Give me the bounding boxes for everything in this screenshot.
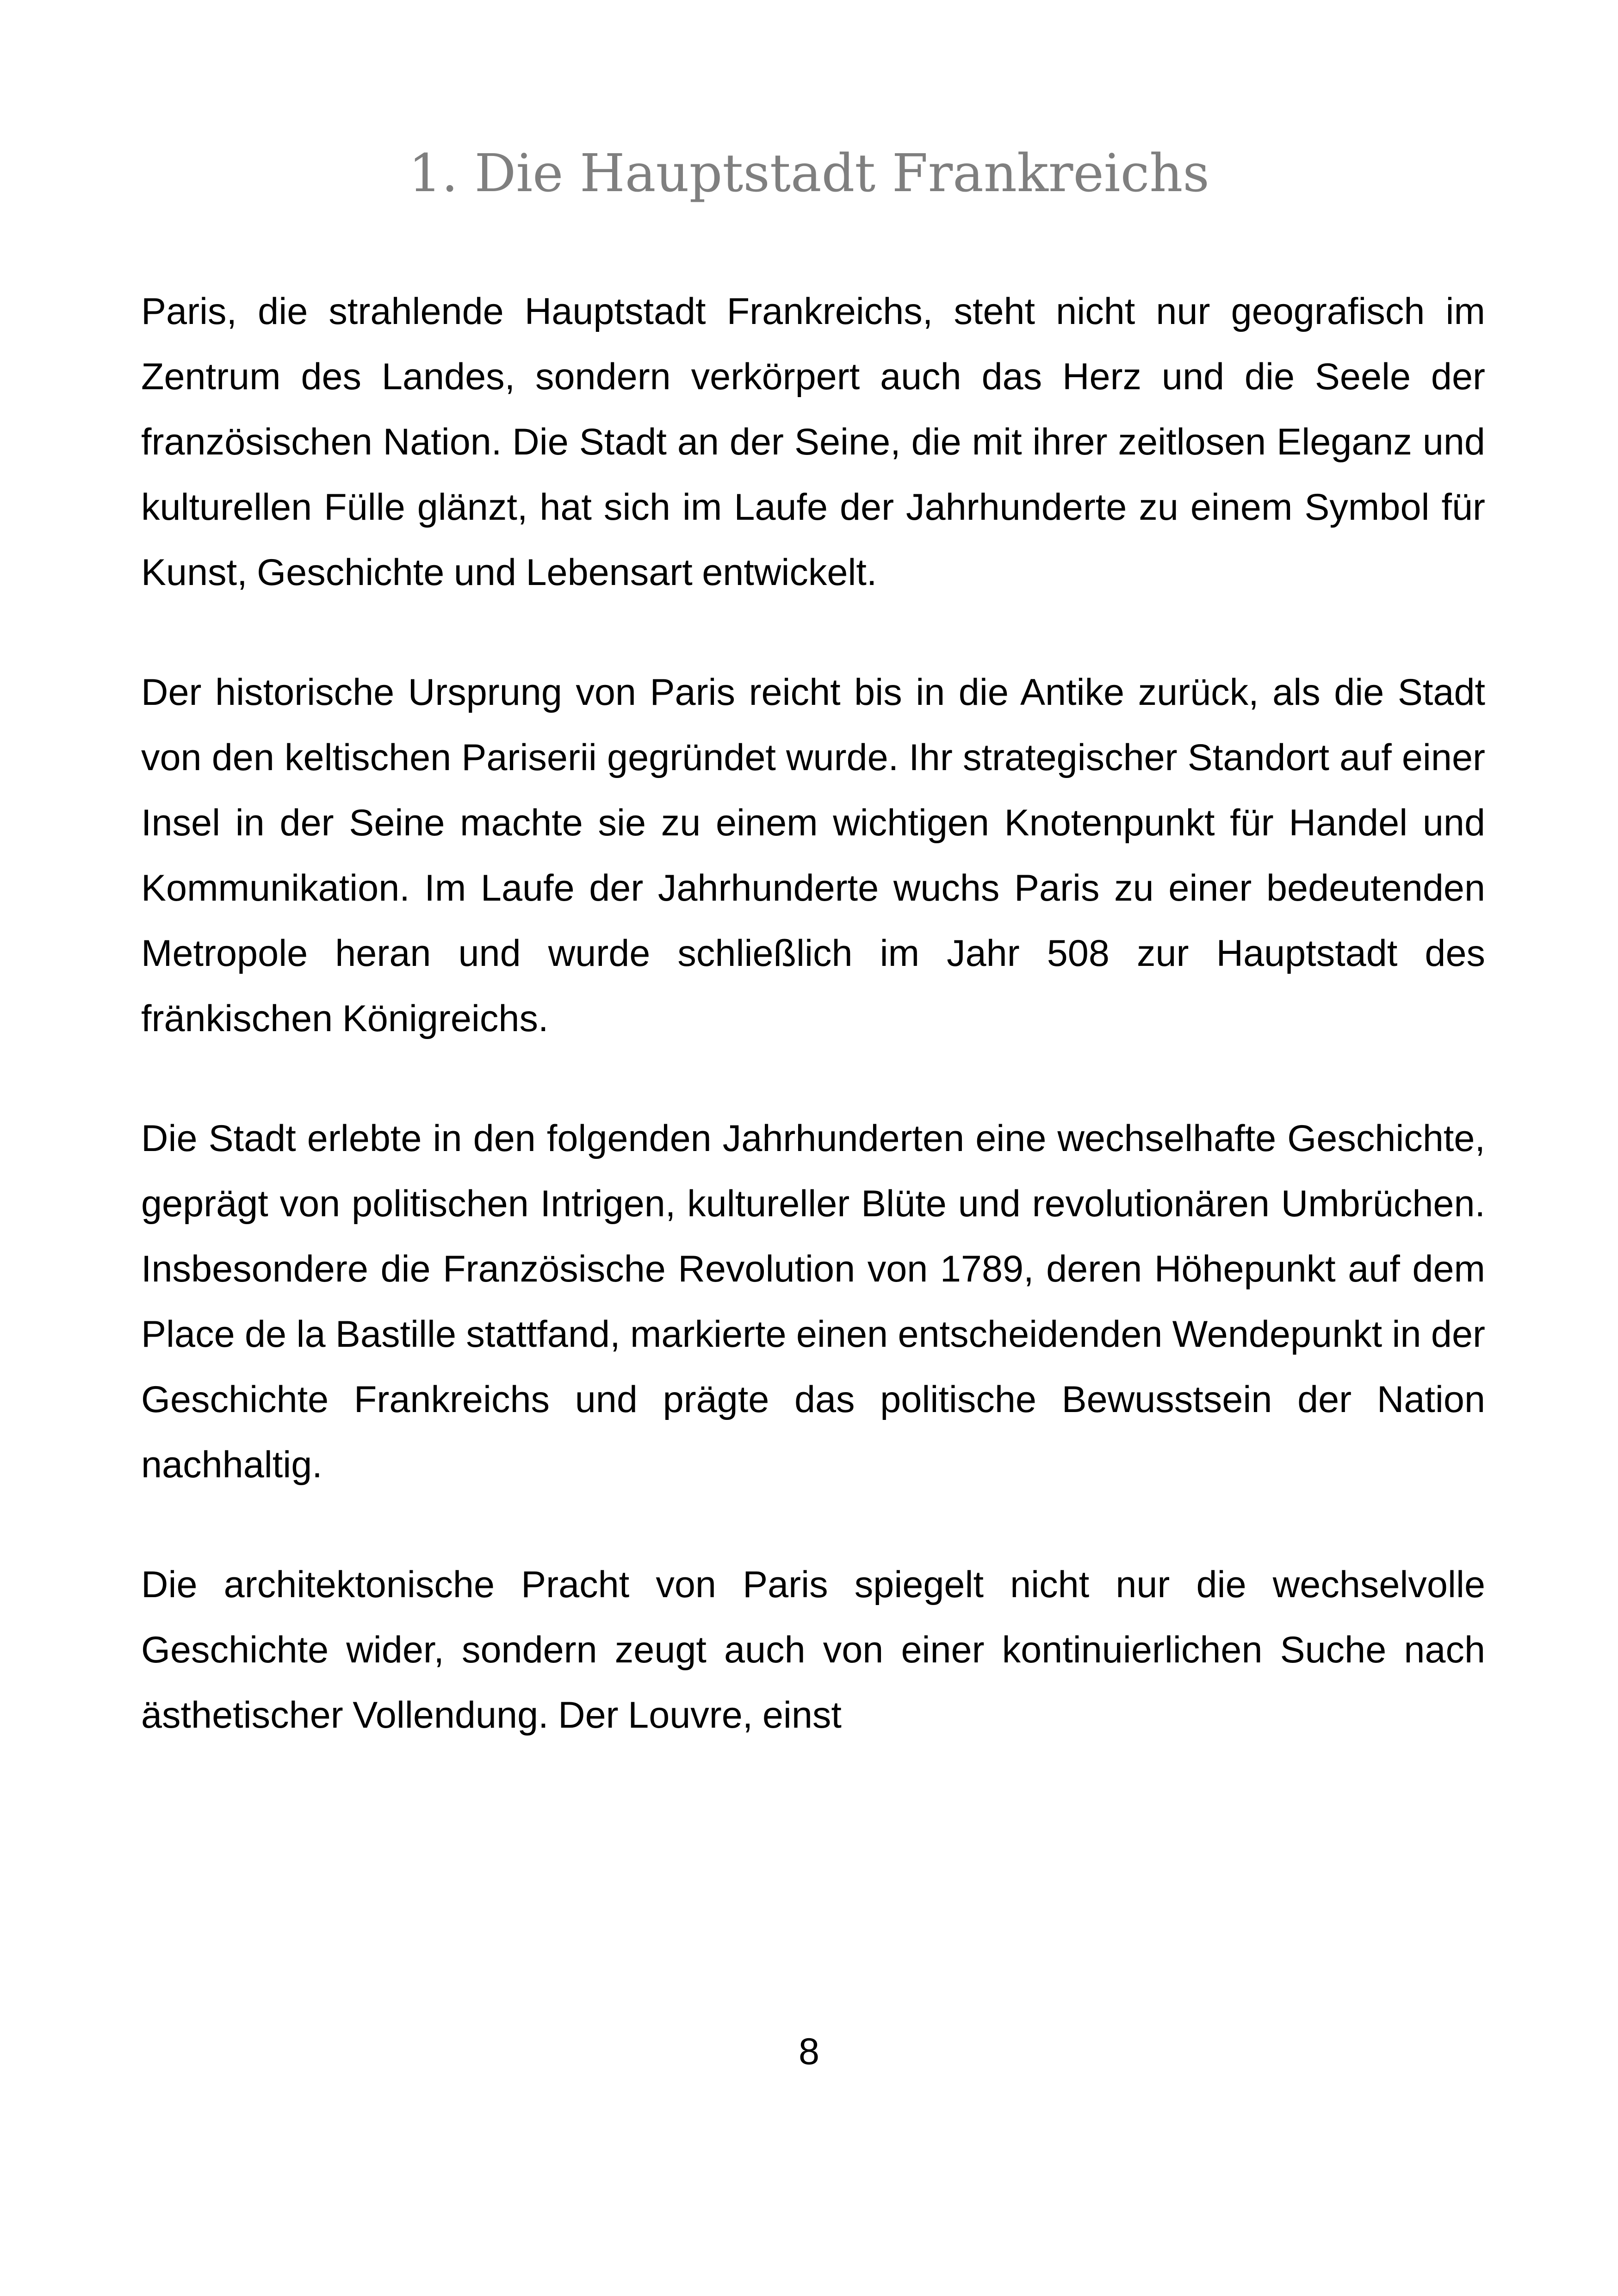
chapter-title: 1. Die Hauptstadt Frankreichs — [409, 143, 1209, 204]
paragraph-2: Der historische Ursprung von Paris reicht bis in die Antike zurück, als die Stadt von den keltischen Pariserii gegründet wurde. Ihr strategischer Standort auf einer Insel in der Seine machte sie zu einem wichtigen Knotenpunkt für Handel und Kommunikation. Im Laufe der Jahrhunderte wuchs Paris zu einer bedeutenden Metropole heran und wurde schließlich im Jahr 508 zur Hauptstadt des fränkischen Königreichs. — [141, 672, 1485, 1039]
paragraph-1: Paris, die strahlende Hauptstadt Frankreichs, steht nicht nur geografisch im Zentrum des Landes, sondern verkörpert auch das Herz und die Seele der französischen Nation. Die Stadt an der Seine, die mit ihrer zeitlosen Eleganz und kulturellen Fülle glänzt, hat sich im Laufe der Jahrhunderte zu einem Symbol für Kunst, Geschichte und Lebensart entwickelt. — [141, 291, 1485, 593]
paragraph-4: Die architektonische Pracht von Paris spiegelt nicht nur die wechselvolle Geschichte wider, sondern zeugt auch von einer kontinuierlichen Suche nach ästhetischer Vollendung. Der Louvre, einst — [141, 1564, 1485, 1736]
page-number: 8 — [798, 2031, 820, 2072]
body-text — [141, 279, 1485, 1803]
paragraph-3: Die Stadt erlebte in den folgenden Jahrhunderten eine wechselhafte Geschichte, geprägt von politischen Intrigen, kultureller Blüte und revolutionären Umbrüchen. Insbesondere die Französische Revolution von 1789, deren Höhepunkt auf dem Place de la Bastille stattfand, markierte einen entscheidenden Wendepunkt in der Geschichte Frankreichs und prägte das politische Bewusstsein der Nation nachhaltig. — [141, 1118, 1485, 1486]
